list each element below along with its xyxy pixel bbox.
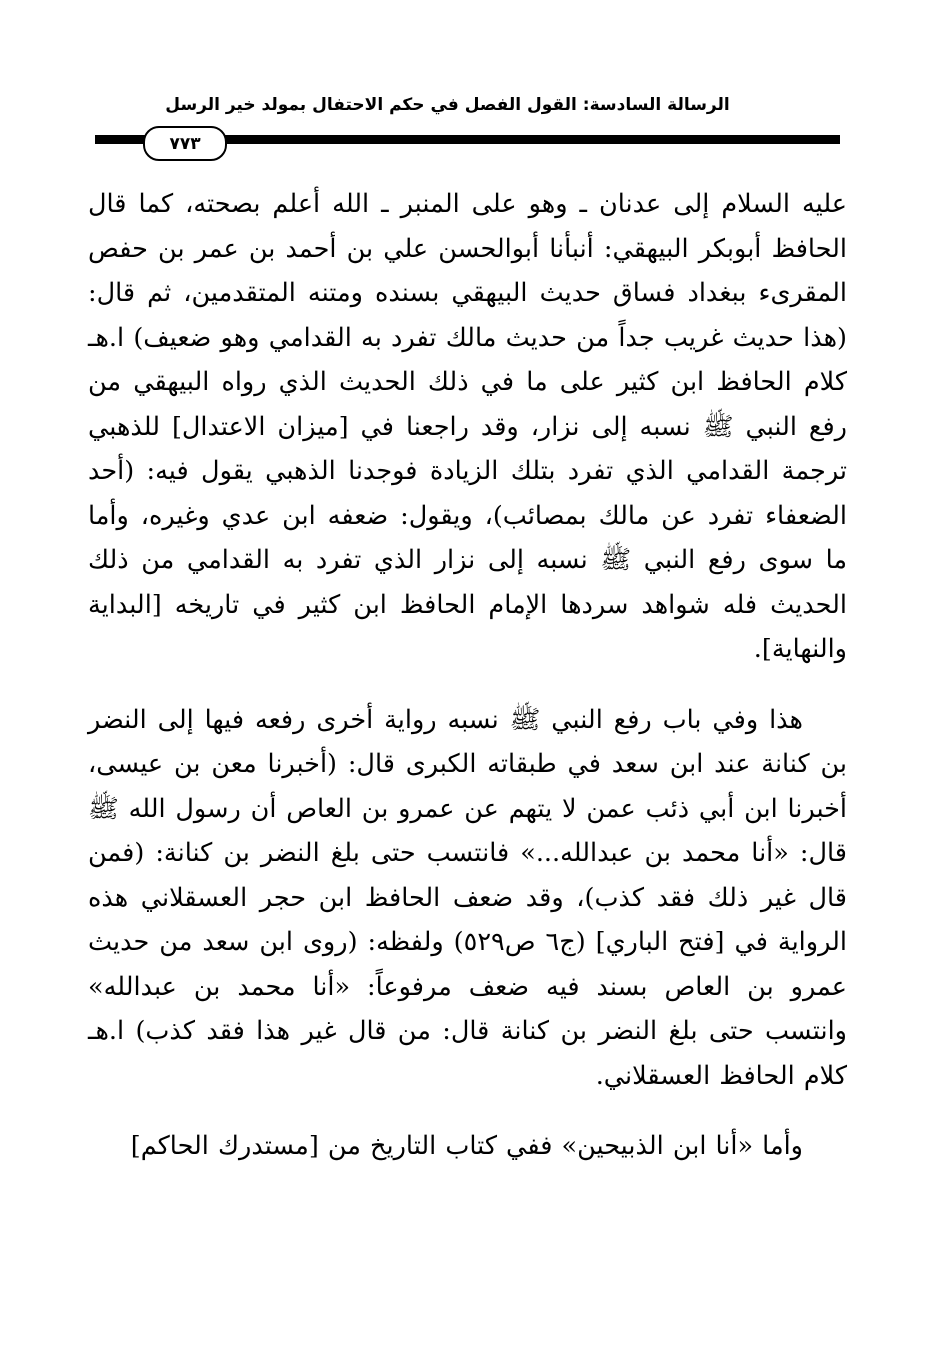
page-number-badge: ٧٧٣ <box>143 126 227 161</box>
header-rule-right <box>225 135 840 144</box>
page-header <box>0 95 935 156</box>
paragraph-3: وأما «أنا ابن الذبيحين» ففي كتاب التاريخ من [مستدرك الحاكم] <box>130 1131 803 1161</box>
page-body <box>88 182 847 1169</box>
header-rule-row <box>0 126 935 156</box>
running-head-title: الرسالة السادسة: القول الفصل في حكم الاحتفال بمولد خير الرسل <box>165 95 730 115</box>
paragraph-1: عليه السلام إلى عدنان ـ وهو على المنبر ـ الله أعلم بصحته، كما قال الحافظ أبوبكر البيهقي: أنبأنا أبوالحسن علي بن أحمد بن عمر بن حفص المقرىء ببغداد فساق حديث البيهقي بسنده ومتنه المتقدمين، ثم قال: (هذا حديث غريب جداً من حديث مالك تفرد به القدامي وهو ضعيف) ا.هـ كلام الحافظ ابن كثير على ما في ذلك الحديث الذي رواه البيهقي من رفع النبي ﷺ نسبه إلى نزار، وقد راجعنا في [ميزان الاعتدال] للذهبي ترجمة القدامي الذي تفرد بتلك الزيادة فوجدنا الذهبي يقول فيه: (أحد الضعفاء تفرد عن مالك بمصائب)، ويقول: ضعفه ابن عدي وغيره، وأما ما سوى رفع النبي ﷺ نسبه إلى نزار الذي تفرد به القدامي من ذلك الحديث فله شواهد سردها الإمام الحافظ ابن كثير في تاريخه [البداية والنهاية]. <box>88 189 847 664</box>
paragraph-2: هذا وفي باب رفع النبي ﷺ نسبه رواية أخرى رفعه فيها إلى النضر بن كنانة عند ابن سعد في طبقاته الكبرى قال: (أخبرنا معن بن عيسى، أخبرنا ابن أبي ذئب عمن لا يتهم عن عمرو بن العاص أن رسول الله ﷺ قال: «أنا محمد بن عبدالله...» فانتسب حتى بلغ النضر بن كنانة: (فمن قال غير ذلك فقد كذب)، وقد ضعف الحافظ ابن حجر العسقلاني هذه الرواية في [فتح الباري] (ج٦ ص٥٢٩) ولفظه: (روى ابن سعد من حديث عمرو بن العاص بسند فيه ضعف مرفوعاً: «أنا محمد بن عبدالله» وانتسب حتى بلغ النضر بن كنانة قال: من قال غير هذا فقد كذب) ا.هـ كلام الحافظ العسقلاني. <box>88 704 848 1091</box>
